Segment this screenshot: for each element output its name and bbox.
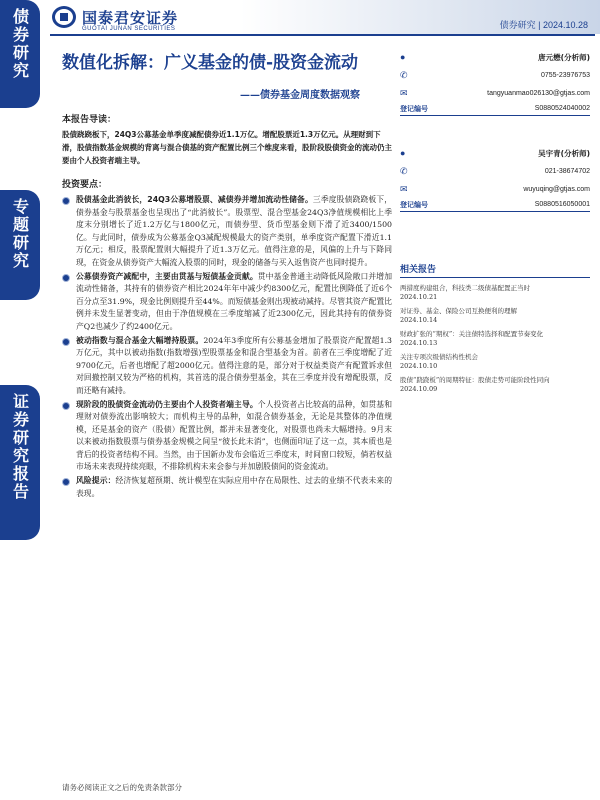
header-section: 债券研究 <box>499 20 536 30</box>
bullet-icon <box>62 197 70 205</box>
analyst-name: 吴宇青(分析师) <box>538 148 590 158</box>
sidebar <box>0 0 40 800</box>
logo-text: 国泰君安证券 <box>82 8 179 27</box>
investment-point: 被动指数与混合基金大幅增持股票。2024年3季度所有公募基金增加了股票资产配置超1.3万亿元，其中以被动指数(指数增强)型股票基金和混合型基金为首。前者在三季度增配了近9700亿元，后者也增配了超2000亿元。值得注意的是，部分对于权益类资产有配置诉求但对回撤控制又较为严格的机构，其首选的混合债券型基金，其在三季度并没有增配股票，反而还略有减持。 <box>62 335 392 398</box>
investment-point: 公募债券资产减配中，主要由贯基与短债基金贡献。贯中基金普通主动降低风险敞口并增加流动性储备，其持有的债券资产相比2024年年中减少约8300亿元，配置比例降低了近6个百分点至31.9%，现金比例则提升至44%。而短债基金则出现被动减持。尽管其资产配置比例并未发生显著变动，但由于净值规模在三季度缩减了近2300亿元，因此其持有的债券资产Q2也减少了约2400亿元。 <box>62 271 392 334</box>
analyst-email[interactable]: tangyuanmao026130@gtjas.com <box>487 89 590 97</box>
bullet-icon <box>62 274 70 282</box>
related-report-link[interactable]: 股债“跷跷板”的周期特征：股债走势可能阶段性同向 2024.10.09 <box>400 376 550 393</box>
phone-icon: ✆ <box>400 69 408 80</box>
page-subtitle: ——债券基金周度数据观察 <box>240 90 360 101</box>
reg-label: 登记编号 <box>400 200 428 209</box>
investment-point: 现阶段的股债资金流动仍主要由个人投资者端主导。个人投资者占比较高的品种，如贯基和理财对债券流出影响较大；而机构主导的品种，如混合债券基金，无论是其整体的净值规模，还是基金的资产（股债）配置比例，都并未显著变化，对股票也尚未大幅增持。9月末以来被动指数股票与债券基金规模之间呈“彼长此未消”，也侧面印证了这一点，其本质也是背后的投资者结构不同。当然，由于国新办发布会临近三季度末，时间窗口较短，倘若权益市场未来表现持续亮眼，不排除机构未来会参与并加剧股债间的资金流动。 <box>62 399 392 475</box>
sidebar-tag-special-research: 专题研究 <box>0 190 40 300</box>
logo-english: GUOTAI JUNAN SECURITIES <box>82 26 176 32</box>
email-icon: ✉ <box>400 87 408 98</box>
investment-point: 股债基金此消彼长，24Q3公募增股票、减债券并增加流动性储备。三季度股债跷跷板下，债券基金与股票基金也呈现出了“此消彼长”。股票型、混合型基金24Q3净值规模相比上季度末分别增长了近1.2万亿与1800亿元，而债券型、货币型基金则下滑了近3400/1500亿。与此同时，债券成为公募基金Q3减配规模最大的资产类别，单季度资产配置下滑近1.1万亿元；相反，股票配置则大幅提升了近1.3万亿元。值得注意的是，风偏的上升与下降同现，在资金从债券资产大幅流入股票的同时，现金的储备与买入返售资产也同时提升。 <box>62 194 392 270</box>
reg-number: S0880516050001 <box>534 201 590 208</box>
analyst-card <box>400 144 590 212</box>
main-content <box>62 112 392 501</box>
related-report-link[interactable]: 对证券、基金、保险公司互换便利的理解 2024.10.14 <box>400 307 517 324</box>
person-icon: ● <box>400 52 406 62</box>
risk-warning: 风险提示：经济恢复超预期、统计模型在实际应用中存在局限性、过去的业绩不代表未来的表现。 <box>62 475 392 500</box>
related-reports <box>400 262 590 399</box>
header-divider <box>50 34 595 36</box>
analyst-panel <box>400 48 590 212</box>
disclaimer-footer: 请务必阅读正文之后的免责条款部分 <box>62 783 182 792</box>
reg-number: S0880524040002 <box>534 105 590 112</box>
phone-icon: ✆ <box>400 165 408 176</box>
logo-icon <box>52 6 76 28</box>
bullet-icon <box>62 478 70 486</box>
related-report-link[interactable]: 财政扩张的“期权”：关注债特选择和配置节奏变化 2024.10.13 <box>400 330 544 347</box>
person-icon: ● <box>400 148 406 158</box>
reg-label: 登记编号 <box>400 104 428 113</box>
sidebar-tag-bond-research: 债券研究 <box>0 0 40 108</box>
points-heading: 投资要点： <box>62 180 108 190</box>
bullet-icon <box>62 338 70 346</box>
related-heading: 相关报告 <box>400 262 590 278</box>
sidebar-tag-securities-report: 证券研究报告 <box>0 385 40 540</box>
analyst-phone: 021-38674702 <box>544 167 590 175</box>
analyst-name: 唐元懋(分析师) <box>538 52 590 62</box>
page-title: 数值化拆解：广义基金的债-股资金流动 <box>62 53 359 73</box>
guide-heading: 本报告导读： <box>62 115 117 125</box>
guide-text: 股债跷跷板下，24Q3公募基金单季度减配债券近1.1万亿。增配股票近1.3万亿元。从理财到下滑，股债指数基金规模的背离与混合债基的资产配置比例三个维度来看，股阶段股债资金的流动仍主要由个人投资者端主导。 <box>62 130 392 165</box>
header-meta: 债券研究 | 2024.10.28 <box>499 20 588 30</box>
analyst-phone: 0755-23976753 <box>540 71 590 79</box>
analyst-card <box>400 48 590 116</box>
company-logo <box>52 6 178 28</box>
header-date: 2024.10.28 <box>542 20 588 30</box>
analyst-email[interactable]: wuyuqing@gtjas.com <box>523 185 590 193</box>
related-report-link[interactable]: 两措度构建组合，科技类二级债基配置正当时 2024.10.21 <box>400 284 530 301</box>
related-report-link[interactable]: 关注专项次级债结构性机会 2024.10.10 <box>400 353 478 370</box>
bullet-icon <box>62 402 70 410</box>
email-icon: ✉ <box>400 183 408 194</box>
